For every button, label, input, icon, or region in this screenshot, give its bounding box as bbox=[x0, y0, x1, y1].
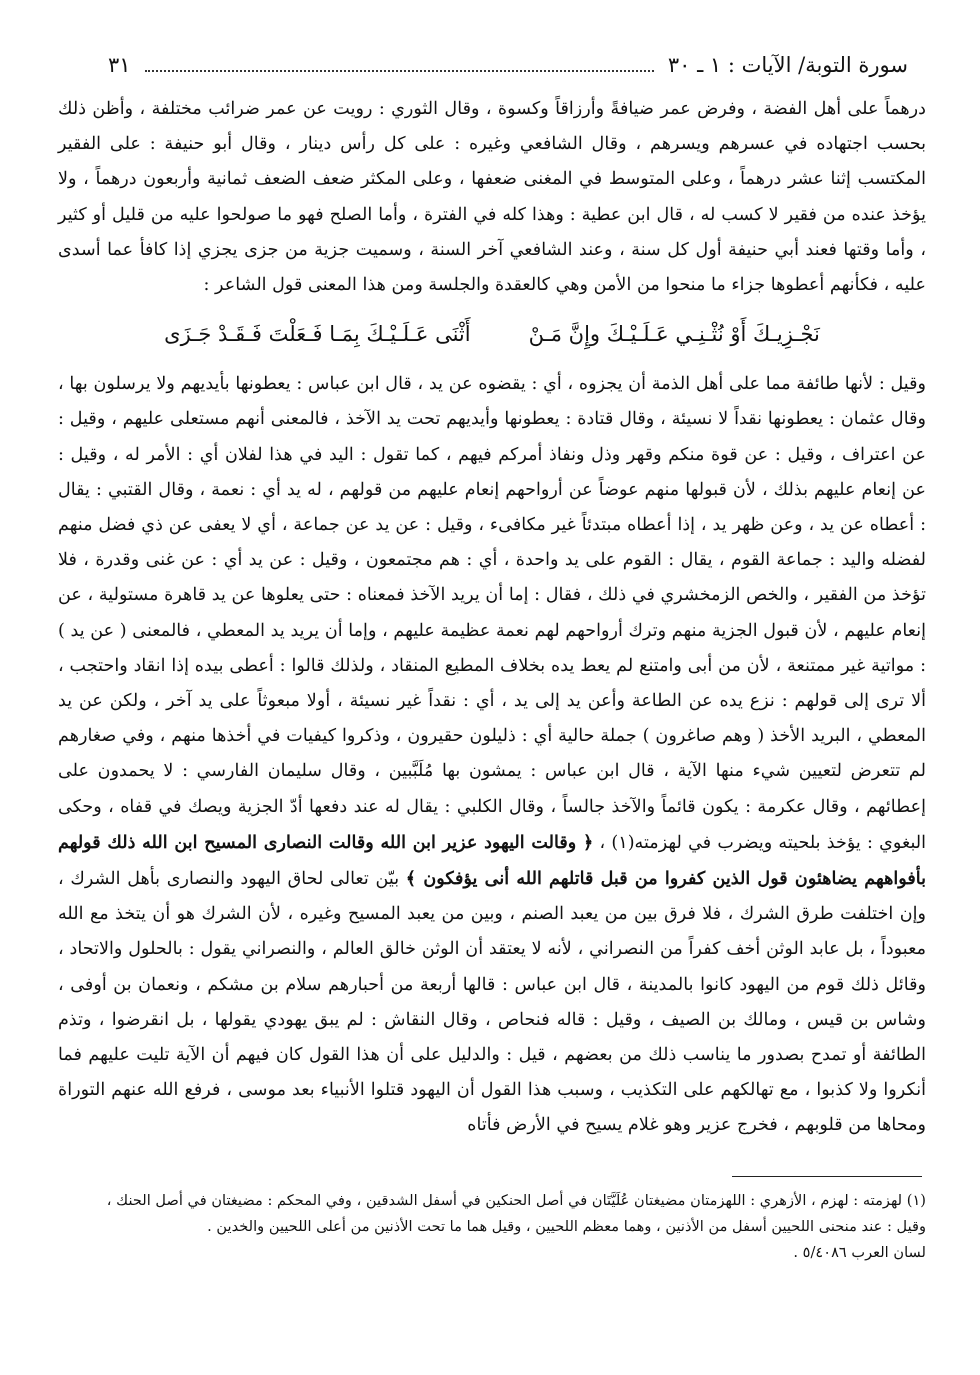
footnote-line-1: (١) لهزمته : لهزم ، الأزهري : اللهزمتان مضيغتان عُلَيَّتَان في أصل الحنكين في أسفل الشدقين ، وفي المحكم : مضيغتان في أصل الحنك ، bbox=[106, 1192, 926, 1209]
main-text bbox=[58, 92, 926, 1144]
footnote-line-3: لسان العرب ٥/٤٠٨٦ . bbox=[793, 1244, 926, 1261]
header-title: سورة التوبة/ الآيات : ١ ـ ٣٠ bbox=[667, 53, 908, 77]
paragraph-3-text: بيّن تعالى لحاق اليهود والنصارى بأهل الشرك ، وإن اختلفت طرق الشرك ، فلا فرق بين من يعبد الصنم ، وبين من يعبد المسيح وغيره ، لأن الشرك هو أن يتخذ مع الله معبوداً ، بل عابد الوثن أخف كفراً من النصراني ، لأنه لا يعتقد أن الوثن خالق العالم ، والنصراني يقول : بالحلول والاتحاد ، وقائل ذلك قوم من اليهود كانوا بالمدينة ، قال ابن عباس : قالها أربعة من أحبارهم سلام بن مشكم ، ونعمان بن أوفى ، وشاس بن قيس ، ومالك بن الصيف ، وقيل : قاله فنحاص ، وقال النقاش : لم يبق يهودي يقولها ، بل انقرضوا ، وتذم الطائفة أو تمدح بصدور ما يناسب ذلك من بعضهم ، قيل : والدليل على أن هذا القول كان فيهم أن الآية تليت عليهم فما أنكروا ولا كذبوا ، مع تهالكهم على التكذيب ، وسبب هذا القول أن اليهود قتلوا الأنبياء بعد موسى ، فرفع الله عنهم التوراة ومحاها من قلوبهم ، فخرج عزير وهو غلام يسيح في الأرض فأتاه bbox=[58, 869, 926, 1136]
footnote-separator bbox=[732, 1176, 922, 1177]
page-number: ٣١ bbox=[108, 53, 131, 77]
paragraph-2-text: وقيل : لأنها طائفة مما على أهل الذمة أن يجزوه ، أي : يقضوه عن يد ، قال ابن عباس : يعطونها بأيديهم ولا يرسلون بها ، وقال عثمان : يعطونها نقداً لا نسيئة ، وقال قتادة : يعطونها وأيديهم تحت يد الآخذ ، فالمعنى أنهم مستعلى عليهم ، وقيل : عن اعتراف ، وقيل : عن قوة منكم وقهر وذل ونفاذ أمركم فيهم ، كما تقول : اليد في هذا لفلان أي : الأمر له ، وقيل : عن إنعام عليهم بذلك ، لأن قبولها منهم عوضاً عن أرواحهم إنعام عليهم من قولهم ، له يد أي : نعمة ، وقال القتبي : يقال : أعطاه عن يد ، وعن ظهر يد ، إذا أعطاه مبتدئاً غير مكافىء ، وقيل : عن يد عن جماعة ، أي لا يعفى عن ذي فضل منهم لفضله واليد : جماعة القوم ، يقال : القوم على يد واحدة ، أي : هم مجتمعون ، وقيل : عن يد أي : عن غنى وقدرة ، فلا تؤخذ من الفقير ، والخص الزمخشري في ذلك ، فقال : إما أن يريد الآخذ فمعناه : حتى يعلوها عن يد قاهرة مستولية ، عن إنعام عليهم ، لأن قبول الجزية منهم وترك أرواحهم لهم نعمة عظيمة عليهم ، وإما أن يريد يد المعطي ، فالمعنى ( عن يد ) : مواتية غير ممتنعة ، لأن من أبى وامتنع لم يعط يده بخلاف المطيع المنقاد ، ولذلك قالوا : أعطى بيده إذا انقاد واحتجب ، ألا ترى إلى قولهم : نزع يده عن الطاعة وأعن يد إلى يد ، أي : نقداً غير نسيئة ، أولا مبعوثاً على يد آخر ، ولكن عن يد المعطي ، البريد الأخذ ( وهم صاغرون ) جملة حالية أي : ذليلون حقيرون ، وذكروا كيفيات في أخذها منهم ، وفي صغارهم لم تتعرض لتعيين شيء منها الآية ، قال ابن عباس : يمشون بها مُلَبَّبين ، وقال سليمان الفارسي : لا يحمدون على إعطائهم ، وقال عكرمة : يكون قائماً والآخذ جالساً ، وقال الكلبي : يقال له عند دفعها أدّ الجزية ويصك في قفاه ، وحكى البغوي : يؤخذ بلحيته ويضرب في لهزمته(١) ، bbox=[58, 374, 927, 853]
verse-first-hemistich: نَجْـزِيـكَ أَوْ نُثْـنِـي عَـلَـيْـكَ وإِنَّ مَـنْ bbox=[528, 322, 820, 347]
poem-verse bbox=[58, 309, 926, 359]
verse-second-hemistich: أَثْنَى عَـلَـيْـكَ بِمَـا فَـعَلْتَ فَـقَـدْ جَـزَى bbox=[164, 322, 471, 347]
footnotes bbox=[58, 1188, 926, 1266]
paragraph-1: درهماً على أهل الفضة ، وفرض عمر ضيافةً وأرزاقاً وكسوة ، وقال الثوري : رويت عن عمر ضرائب مختلفة ، وأظن ذلك بحسب اجتهاده في عسرهم ويسرهم ، وقال الشافعي وغيره : على كل رأس دينار ، وقال أبو حنيفة : على الفقير المكتسب إثنا عشر درهماً ، وعلى المتوسط في المغنى ضعفها ، وعلى المكثر ضعف الضعف ثمانية وأربعون درهماً ، ولا يؤخذ عنده من فقير لا كسب له ، قال ابن عطية : وهذا كله في الفترة ، وأما الصلح فهو ما صولحوا عليه من قليل أو كثير ، وأما وقتها فعند أبي حنيفة أول كل سنة ، وعند الشافعي آخر السنة ، وسميت جزية من جزى يجزي إذا كافأ عما أسدى عليه ، فكأنهم أعطوها جزاء ما منحوا من الأمن وهي كالعقدة والجلسة ومن هذا المعنى قول الشاعر : bbox=[58, 99, 926, 296]
header-dot-leader bbox=[145, 58, 654, 72]
running-header bbox=[108, 48, 908, 82]
paragraph-2 bbox=[58, 367, 926, 1143]
footnote-line-2: وقيل : عند منحنى اللحيين أسفل من الأذنين ، وهما معظم اللحيين ، وقيل هما ما تحت الأذنين من أعلى اللحيين والخدين . bbox=[207, 1218, 926, 1235]
quran-verse: ﴿ وقالت اليهود عزير ابن الله وقالت النصارى المسيح ابن الله ذلك قولهم بأفواههم يضاهئون قول الذين كفروا من قبل قاتلهم الله أنى يؤفكون ﴾ bbox=[58, 831, 927, 890]
